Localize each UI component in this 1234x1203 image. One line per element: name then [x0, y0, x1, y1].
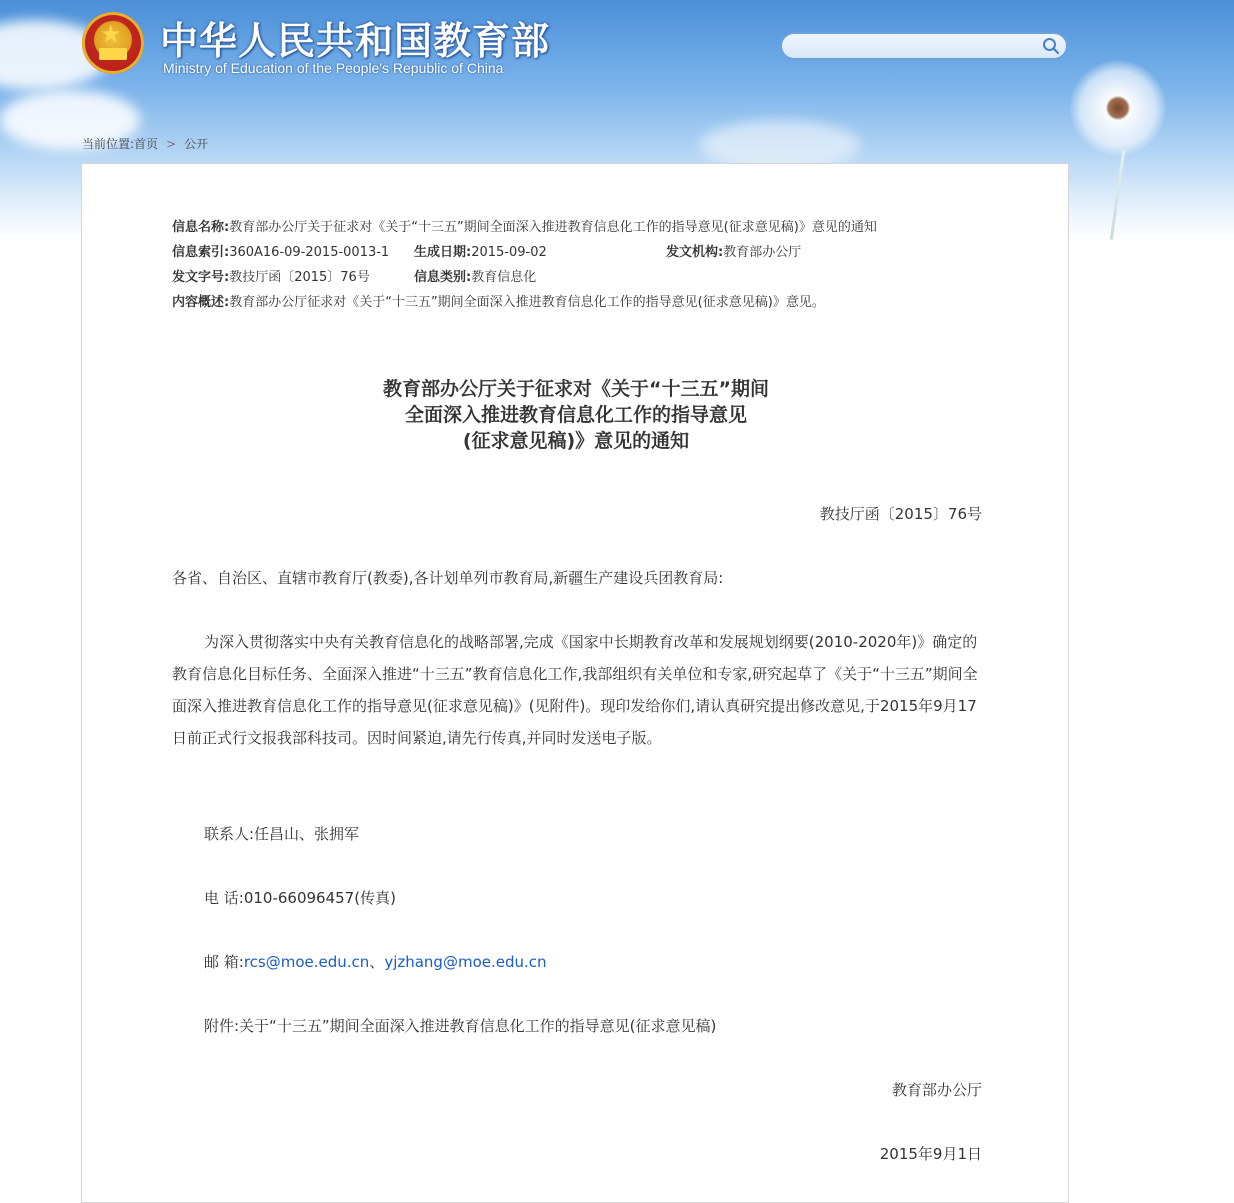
search-box[interactable]	[780, 32, 1068, 60]
search-icon[interactable]	[1042, 37, 1060, 55]
site-title[interactable]: 中华人民共和国教育部	[160, 19, 551, 63]
document-number: 教技厅函〔2015〕76号	[819, 505, 982, 523]
star-icon: ★	[100, 20, 122, 48]
search-input[interactable]	[792, 36, 1036, 58]
meta-row-docno	[172, 266, 992, 286]
email-prefix: 邮 箱:	[204, 953, 244, 971]
meta-name-label: 信息名称:	[172, 220, 230, 235]
main-paragraph: 为深入贯彻落实中央有关教育信息化的战略部署,完成《国家中长期教育改革和发展规划纲要(2010-2020年)》确定的教育信息化目标任务、全面深入推进“十三五”教育信息化工作,我部组织有关单位和专家,研究起草了《关于“十三五”期间全面深入推进教育信息化工作的指导意见(征求意见稿)》(见附件)。现印发给你们,请认真研究提出修改意见,于2015年9月17日前正式行文报我部科技司。因时间紧迫,请先行传真,并同时发送电子版。	[172, 633, 978, 747]
breadcrumb	[82, 135, 208, 152]
meta-org-value: 教育部办公厅	[723, 245, 802, 260]
breadcrumb-separator: >	[166, 137, 177, 151]
attachment-line[interactable]: 附件:关于“十三五”期间全面深入推进教育信息化工作的指导意见(征求意见稿)	[204, 1017, 717, 1035]
site-subtitle: Ministry of Education of the People's Republic of China	[163, 60, 504, 76]
meta-name-value: 教育部办公厅关于征求对《关于“十三五”期间全面深入推进教育信息化工作的指导意见(征求意见稿)》意见的通知	[229, 220, 877, 235]
tiananmen-icon	[99, 48, 127, 60]
meta-summary-value: 教育部办公厅征求对《关于“十三五”期间全面深入推进教育信息化工作的指导意见(征求意见稿)》意见。	[229, 295, 825, 310]
signature: 教育部办公厅	[891, 1081, 982, 1099]
meta-category-label: 信息类别:	[414, 270, 472, 285]
national-emblem-logo[interactable]	[82, 12, 144, 74]
meta-index-value: 360A16-09-2015-0013-1	[229, 245, 390, 260]
breadcrumb-home-link[interactable]: 首页	[134, 137, 159, 151]
email-link-yjzhang[interactable]: yjzhang@moe.edu.cn	[384, 953, 547, 971]
meta-index-label: 信息索引:	[172, 245, 230, 260]
email-link-rcs[interactable]: rcs@moe.edu.cn	[243, 953, 370, 971]
breadcrumb-current-link[interactable]: 公开	[184, 137, 209, 151]
email-separator: 、	[369, 953, 385, 971]
email-line	[172, 946, 982, 978]
meta-summary-label: 内容概述:	[172, 295, 230, 310]
document-title-line: (征求意见稿)》意见的通知	[462, 430, 690, 452]
dandelion-decoration	[1070, 60, 1166, 156]
meta-row-name	[172, 216, 877, 236]
salutation: 各省、自治区、直辖市教育厅(教委),各计划单列市教育局,新疆生产建设兵团教育局:	[172, 569, 724, 587]
phone-number: 电 话:010-66096457(传真)	[204, 889, 396, 907]
document-date: 2015年9月1日	[879, 1145, 982, 1163]
meta-row-index	[172, 241, 992, 261]
contact-person: 联系人:任昌山、张拥军	[204, 825, 360, 843]
document-title-line: 全面深入推进教育信息化工作的指导意见	[404, 404, 747, 426]
meta-docno-value: 教技厅函〔2015〕76号	[229, 270, 370, 285]
brand-watermark-logo	[1078, 4, 1203, 44]
meta-category-value: 教育信息化	[471, 270, 537, 285]
meta-docno-label: 发文字号:	[172, 270, 230, 285]
document-title	[172, 376, 980, 454]
meta-date-label: 生成日期:	[414, 245, 472, 260]
content-card	[81, 163, 1069, 1203]
meta-date-value: 2015-09-02	[471, 245, 547, 260]
breadcrumb-prefix: 当前位置:	[82, 137, 135, 151]
meta-row-summary	[172, 291, 825, 311]
meta-org-label: 发文机构:	[666, 245, 724, 260]
document-title-line: 教育部办公厅关于征求对《关于“十三五”期间	[383, 378, 769, 400]
